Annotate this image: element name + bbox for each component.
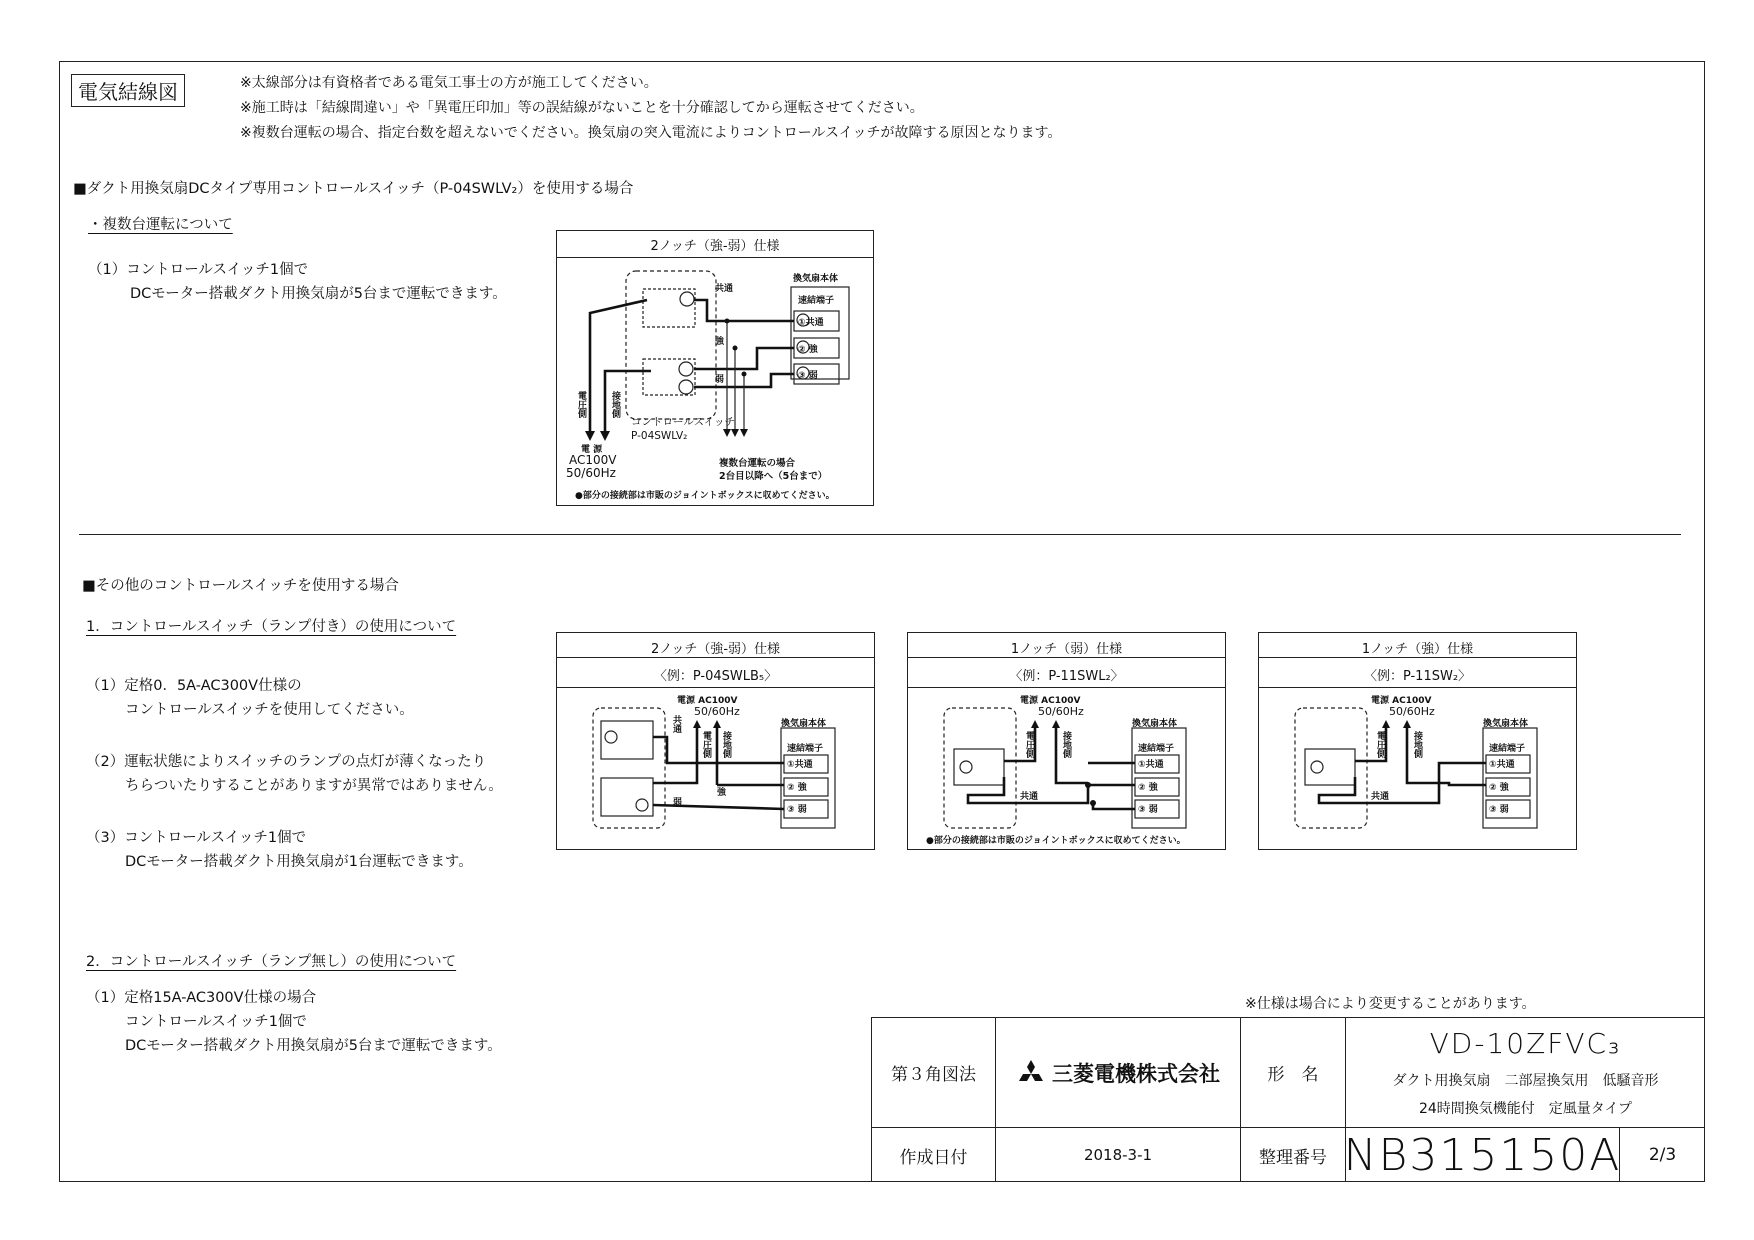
diagram-example: 〈例：P-04SWLB₅〉	[653, 669, 778, 684]
wiring-diagram-1notch-weak	[907, 632, 1226, 850]
hz-label: 50/60Hz	[1038, 705, 1084, 718]
company-cell	[995, 1017, 1240, 1127]
terminal-1: ①共通	[798, 318, 824, 328]
wire-common-label: 共通	[1371, 792, 1390, 802]
model-label: 形 名	[1267, 1065, 1319, 1085]
model-desc-1: ダクト用換気扇 二部屋換気用 低騒音形	[1392, 1073, 1659, 1089]
s2-i2a: （2）運転状態によりスイッチのランプの点灯が薄くなったり	[86, 754, 487, 770]
wire-common-label: 共通	[671, 715, 681, 733]
s2-i2b: ちらついたりすることがありますが異常ではありません。	[125, 778, 503, 794]
wiring-diagram-2notch	[556, 632, 875, 850]
projection-method: 第３角図法	[891, 1065, 976, 1085]
date-label: 作成日付	[899, 1147, 968, 1168]
wire-weak-label: 弱	[715, 375, 725, 385]
number-label-cell	[1240, 1127, 1345, 1182]
terminal-3: ③ 弱	[1489, 805, 1509, 815]
unit-label: 換気扇本体	[781, 719, 827, 729]
diagram-header: 2ノッチ（強-弱）仕様	[650, 239, 780, 254]
wire-common-label: 共通	[1020, 792, 1039, 802]
date-label-cell	[871, 1127, 995, 1182]
title-block	[871, 1017, 1705, 1182]
page-number: 2/3	[1648, 1145, 1677, 1165]
s2-j1b: コントロールスイッチ1個で	[125, 1014, 307, 1030]
diagram-example: 〈例：P-11SWL₂〉	[1009, 669, 1124, 684]
unit-label: 換気扇本体	[1483, 719, 1529, 729]
terminal-1: ①共通	[1489, 760, 1515, 770]
model-number: VD-10ZFVC₃	[1429, 1027, 1622, 1060]
wiring-diagram-p04swlv2	[556, 230, 874, 506]
ground-side-label: 接地側	[610, 391, 620, 418]
model-desc-2: 24時間換気機能付 定風量タイプ	[1418, 1101, 1633, 1117]
power-label: 電 源	[581, 445, 603, 455]
wire-strong-label: 強	[715, 337, 725, 347]
terminal-label: 速結端子	[1138, 744, 1175, 754]
terminal-1: ①共通	[787, 760, 813, 770]
section1-item1-line2: DCモーター搭載ダクト用換気扇が5台まで運転できます。	[130, 286, 507, 302]
mitsubishi-logo-icon	[1016, 1060, 1046, 1086]
power-label: 電源 AC100V	[677, 696, 738, 706]
section1-heading: ■ダクト用換気扇DCタイプ専用コントロールスイッチ（P-04SWLV₂）を使用する場合	[73, 181, 634, 197]
s2-i3b: DCモーター搭載ダクト用換気扇が1台運転できます。	[125, 854, 473, 870]
multi-label-1: 複数台運転の場合	[719, 458, 796, 469]
wiring-diagram-1notch-strong	[1258, 632, 1577, 850]
switch-label: コントロールスイッチ	[631, 416, 736, 428]
wire-common-label: 共通	[715, 284, 734, 294]
voltage-side-label: 電圧側	[1024, 731, 1034, 758]
creation-date: 2018-3-1	[1083, 1146, 1153, 1164]
section2-heading: ■その他のコントロールスイッチを使用する場合	[82, 578, 399, 594]
power-label: 電源 AC100V	[1371, 696, 1432, 706]
model-cell	[1345, 1017, 1705, 1127]
model-label-cell	[1240, 1017, 1345, 1127]
date-cell	[995, 1127, 1240, 1182]
drawing-title: 電気結線図	[71, 74, 185, 107]
terminal-label: 速結端子	[787, 744, 824, 754]
wire-strong-label: 強	[717, 788, 727, 798]
unit-label: 換気扇本体	[1132, 719, 1178, 729]
s2-j1a: （1）定格15A-AC300V仕様の場合	[86, 990, 317, 1006]
hz-label: 50/60Hz	[1389, 705, 1435, 718]
multi-label-2: 2台目以降へ（5台まで）	[719, 471, 828, 482]
terminal-2: ② 強	[787, 783, 807, 793]
section-divider	[79, 534, 1681, 535]
s2-i1b: コントロールスイッチを使用してください。	[125, 702, 414, 718]
document-number: NB315150A	[1343, 1129, 1622, 1181]
note-3: ※複数台運転の場合、指定台数を超えないでください。換気扇の突入電流によりコントロールスイッチが故障する原因となります。	[240, 125, 1062, 141]
ground-side-label: 接地側	[1061, 731, 1071, 758]
unit-label: 換気扇本体	[793, 274, 839, 284]
power-label: 電源 AC100V	[1020, 696, 1081, 706]
terminal-label: 速結端子	[798, 296, 835, 306]
wiring-schematic	[557, 633, 876, 851]
note-2: ※施工時は「結線間違い」や「異電圧印加」等の誤結線がないことを十分確認してから運転させてください。	[240, 100, 924, 116]
section1-sub: ・複数台運転について	[88, 217, 233, 233]
diagram-footnote: ●部分の接続部は市販のジョイントボックスに収めてください。	[926, 836, 1186, 846]
s2-j1c: DCモーター搭載ダクト用換気扇が5台まで運転できます。	[125, 1038, 502, 1054]
terminal-2: ② 強	[1489, 783, 1509, 793]
terminal-2: ② 強	[798, 345, 818, 355]
number-label: 整理番号	[1259, 1147, 1327, 1168]
terminal-label: 速結端子	[1489, 744, 1526, 754]
wire-weak-label: 弱	[673, 798, 683, 808]
voltage-side-label: 電圧側	[576, 391, 586, 418]
section1-item1-line1: （1）コントロールスイッチ1個で	[88, 262, 309, 278]
page-cell	[1619, 1127, 1705, 1182]
ground-side-label: 接地側	[1412, 731, 1422, 758]
section2-sub2: 2．コントロールスイッチ（ランプ無し）の使用について	[86, 954, 457, 970]
note-1: ※太線部分は有資格者である電気工事士の方が施工してください。	[240, 75, 658, 91]
terminal-3: ③ 弱	[1138, 805, 1158, 815]
spec-note: ※仕様は場合により変更することがあります。	[1245, 996, 1536, 1012]
ac-label: AC100V	[569, 453, 617, 467]
diagram-example: 〈例：P-11SW₂〉	[1363, 669, 1472, 684]
diagram-header: 2ノッチ（強-弱）仕様	[650, 642, 781, 657]
company-name: 三菱電機株式会社	[1052, 1061, 1220, 1086]
diagram-footnote: ●部分の接続部は市販のジョイントボックスに収めてください。	[575, 491, 835, 501]
diagram-header: 1ノッチ（強）仕様	[1361, 642, 1474, 657]
s2-i3a: （3）コントロールスイッチ1個で	[86, 830, 307, 846]
diagram-header: 1ノッチ（弱）仕様	[1010, 642, 1123, 657]
number-cell	[1343, 1127, 1622, 1182]
terminal-3: ③ 弱	[798, 371, 818, 381]
hz-label: 50/60Hz	[694, 705, 740, 718]
s2-i1a: （1）定格0．5A-AC300V仕様の	[86, 678, 302, 694]
hz-label: 50/60Hz	[566, 466, 616, 480]
section2-sub1: 1．コントロールスイッチ（ランプ付き）の使用について	[86, 619, 457, 635]
voltage-side-label: 電圧側	[701, 731, 711, 758]
switch-model: P-04SWLV₂	[631, 430, 688, 442]
ground-side-label: 接地側	[721, 731, 731, 758]
terminal-2: ② 強	[1138, 783, 1158, 793]
terminal-1: ①共通	[1138, 760, 1164, 770]
projection-cell	[871, 1017, 995, 1127]
terminal-3: ③ 弱	[787, 805, 807, 815]
voltage-side-label: 電圧側	[1375, 731, 1385, 758]
